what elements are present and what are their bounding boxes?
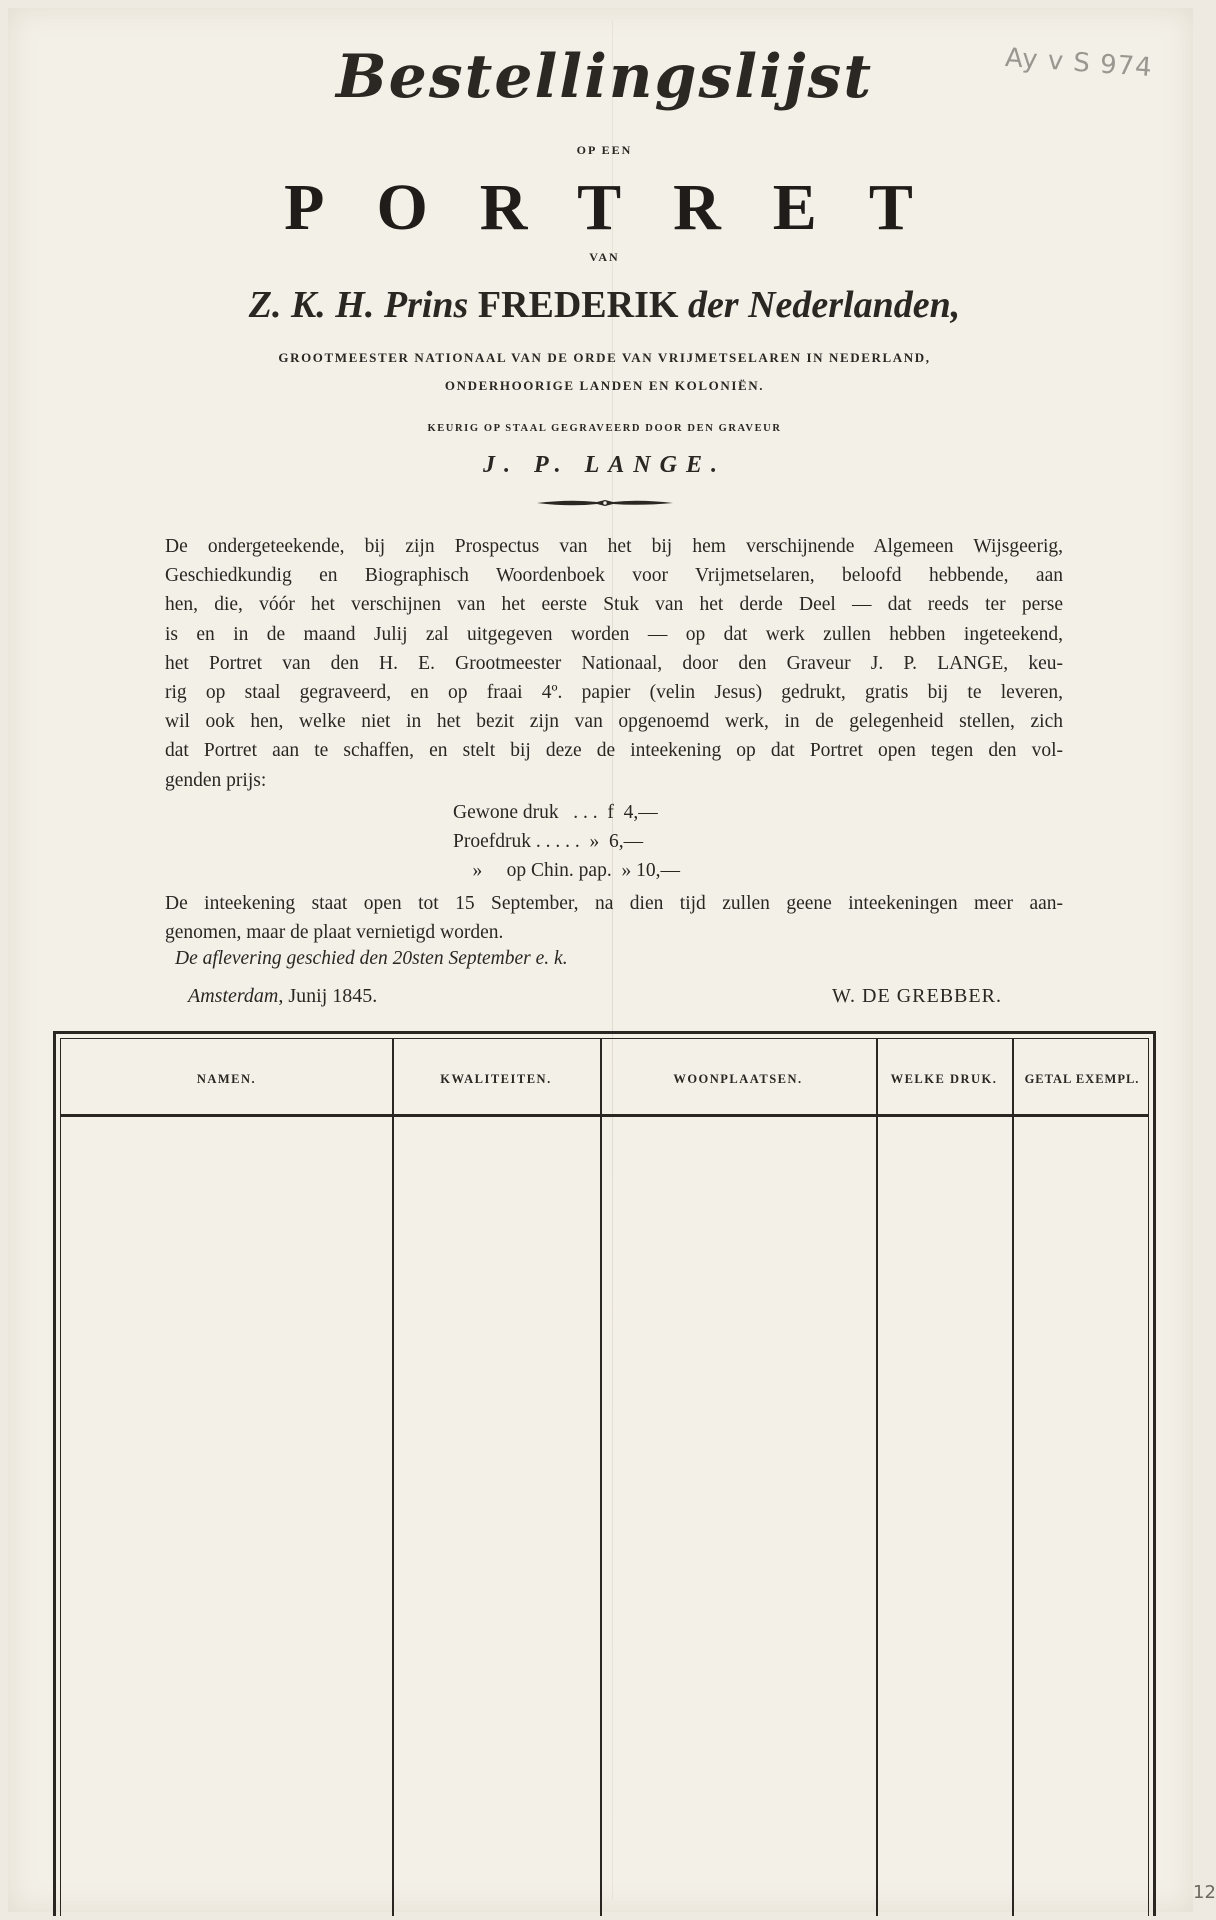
engraved-by: KEURIG OP STAAL GEGRAVEERD DOOR DEN GRAVEUR: [427, 423, 782, 434]
subtitle-van: VAN: [589, 250, 620, 264]
price-row: [453, 798, 680, 827]
price-value: f 4,—: [607, 802, 658, 823]
prince-house: der Nederlanden,: [687, 284, 961, 326]
date-text: , Junij 1845.: [278, 985, 378, 1007]
closing-line-2: genomen, maar de plaat vernietigd worden.: [165, 922, 504, 944]
column-header-namen: NAMEN.: [196, 1072, 257, 1086]
document-title: Bestellingslijst: [335, 42, 874, 112]
column-divider: [1012, 1039, 1014, 1916]
body-line: hen, die, vóór het verschijnen van het eerste Stuk van het derde Deel — dat reeds ter perse: [165, 594, 1063, 616]
price-label: Proefdruk . . . . .: [453, 831, 580, 853]
subtitle-op-een: OP EEN: [576, 143, 633, 157]
body-line: dat Portret aan te schaffen, en stelt bij deze de inteekening op dat Portret open tegen den vol-: [165, 740, 1063, 762]
prince-firstname: FREDERIK: [477, 284, 679, 326]
closing-line-1: De inteekening staat open tot 15 September, na dien tijd zullen geene inteekeningen meer aan-: [165, 893, 1063, 914]
price-label: » op Chin. pap.: [453, 860, 612, 882]
body-paragraph: [165, 532, 1063, 795]
order-table-inner: [60, 1038, 1149, 1916]
body-line: rig op staal gegraveerd, en op fraai 4º. papier (velin Jesus) gedrukt, gratis bij te leveren,: [165, 682, 1063, 704]
column-divider: [600, 1039, 602, 1916]
body-line: wil ook hen, welke niet in het bezit zijn van opgenoemd werk, in de gelegenheid stellen, zich: [165, 711, 1063, 733]
column-divider: [392, 1039, 394, 1916]
grandmaster-line-2: ONDERHOORIGE LANDEN EN KOLONIËN.: [444, 378, 765, 393]
price-list: [453, 798, 680, 886]
column-header-woonplaatsen: WOONPLAATSEN.: [673, 1072, 803, 1086]
column-divider: [876, 1039, 878, 1916]
price-row: [453, 827, 680, 856]
closing-paragraph: [165, 889, 1063, 947]
order-table: [53, 1031, 1156, 1916]
place-date: [188, 985, 377, 1008]
column-header-getal-exempl: GETAL EXEMPL.: [1024, 1072, 1140, 1086]
column-header-welke-druk: WELKE DRUK.: [890, 1072, 998, 1086]
price-value: » 6,—: [589, 831, 644, 853]
pencil-annotation: Ay v S 974: [1004, 42, 1154, 84]
body-line: De ondergeteekende, bij zijn Prospectus van het bij hem verschijnende Algemeen Wijsgeerig,: [165, 536, 1063, 557]
prince-title: Z. K. H. Prins: [248, 284, 469, 326]
ornament-divider-icon: [535, 497, 675, 509]
signature: W. DE GREBBER.: [832, 985, 1002, 1007]
engraver-name: J. P. LANGE.: [483, 452, 726, 478]
body-line: Geschiedkundig en Biographisch Woordenboek voor Vrijmetselaren, beloofd hebbende, aan: [165, 565, 1063, 587]
column-header-kwaliteiten: KWALITEITEN.: [440, 1072, 552, 1086]
body-line: het Portret van den H. E. Grootmeester Nationaal, door den Graveur J. P. LANGE, keu-: [165, 652, 1063, 674]
heading-portret: PORTRET: [284, 171, 965, 244]
prince-name: [0, 283, 1209, 327]
price-label: Gewone druk . . .: [453, 802, 598, 823]
body-line: genden prijs:: [165, 769, 267, 791]
header-rule: [61, 1114, 1148, 1117]
place-name: Amsterdam: [188, 985, 279, 1007]
price-value: » 10,—: [621, 860, 680, 882]
grandmaster-line-1: GROOTMEESTER NATIONAAL VAN DE ORDE VAN VRIJMETSELAREN IN NEDERLAND,: [278, 350, 931, 365]
delivery-note: De aflevering geschied den 20sten September e. k.: [175, 948, 568, 969]
corner-mark: 12: [1193, 1882, 1216, 1903]
price-row: [453, 856, 680, 885]
body-line: is en in de maand Julij zal uitgegeven worden — op dat werk zullen hebben ingeteekend,: [165, 623, 1063, 645]
